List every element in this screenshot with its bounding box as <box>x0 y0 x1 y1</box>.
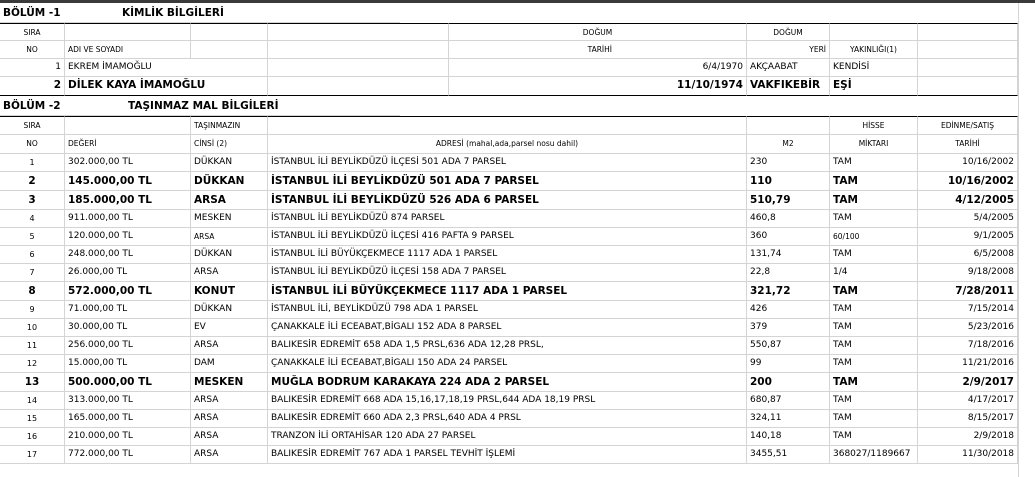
property-address: BALIKESİR EDREMİT 658 ADA 1,5 PRSL,636 ADA 12,28 PRSL, <box>268 337 747 355</box>
person-name: EKREM İMAMOĞLU <box>65 59 268 77</box>
property-type: EV <box>191 319 268 337</box>
property-type: MESKEN <box>191 373 268 392</box>
property-address: İSTANBUL İLİ BÜYÜKÇEKMECE 1117 ADA 1 PARSEL <box>268 282 747 301</box>
property-address: İSTANBUL İLİ BEYLİKDÜZÜ 501 ADA 7 PARSEL <box>268 172 747 191</box>
table-row <box>0 264 1035 282</box>
property-area: 321,72 <box>747 282 830 301</box>
property-type: DÜKKAN <box>191 246 268 264</box>
table-row <box>0 191 1035 210</box>
property-date: 9/18/2008 <box>918 264 1018 282</box>
table-row <box>0 337 1035 355</box>
property-no: 2 <box>0 172 65 191</box>
s2-edinme-top: EDİNME/SATIŞ <box>918 116 1018 135</box>
sheet-edge <box>1018 3 1035 477</box>
property-no: 10 <box>0 319 65 337</box>
property-address: İSTANBUL İLİ BEYLİKDÜZÜ 526 ADA 6 PARSEL <box>268 191 747 210</box>
s1-sira-bottom: NO <box>0 41 65 59</box>
s1-name-blank <box>65 23 191 41</box>
s1-header-row-2 <box>0 41 1035 59</box>
section1-number: BÖLÜM -1 <box>0 3 100 23</box>
property-value: 302.000,00 TL <box>65 154 191 172</box>
property-share: TAM <box>830 319 918 337</box>
person-name: DİLEK KAYA İMAMOĞLU <box>65 77 268 96</box>
s1-yer-bottom: YERİ <box>747 41 830 59</box>
property-share: TAM <box>830 410 918 428</box>
property-address: ÇANAKKALE İLİ ECEABAT,BİGALI 152 ADA 8 PARSEL <box>268 319 747 337</box>
table-row <box>0 282 1035 301</box>
property-no: 15 <box>0 410 65 428</box>
property-no: 12 <box>0 355 65 373</box>
property-share: TAM <box>830 428 918 446</box>
section1-title: KİMLİK BİLGİLERİ <box>100 3 400 23</box>
s2-hisse-top: HİSSE <box>830 116 918 135</box>
s2-header-row-1 <box>0 116 1035 135</box>
section2-title-row <box>0 96 1035 116</box>
property-area: 680,87 <box>747 392 830 410</box>
property-no: 9 <box>0 301 65 319</box>
property-date: 11/30/2018 <box>918 446 1018 464</box>
property-address: ÇANAKKALE İLİ ECEABAT,BİGALI 150 ADA 24 PARSEL <box>268 355 747 373</box>
person-no: 2 <box>0 77 65 96</box>
property-area: 324,11 <box>747 410 830 428</box>
property-address: TRANZON İLİ ORTAHİSAR 120 ADA 27 PARSEL <box>268 428 747 446</box>
property-no: 11 <box>0 337 65 355</box>
s1-yer-top: DOĞUM <box>747 23 830 41</box>
property-address: BALIKESİR EDREMİT 668 ADA 15,16,17,18,19 PRSL,644 ADA 18,19 PRSL <box>268 392 747 410</box>
property-type: ARSA <box>191 264 268 282</box>
property-area: 200 <box>747 373 830 392</box>
property-share: TAM <box>830 373 918 392</box>
section2-title: TAŞINMAZ MAL BİLGİLERİ <box>100 96 400 116</box>
s1-blank-e <box>191 41 268 59</box>
s1-blank-f <box>268 41 449 59</box>
property-type: ARSA <box>191 410 268 428</box>
table-row <box>0 228 1035 246</box>
s1-yakinlik-header: YAKINLIĞI(1) <box>830 41 918 59</box>
property-no: 16 <box>0 428 65 446</box>
property-type: DÜKKAN <box>191 301 268 319</box>
s1-dogum-top: DOĞUM <box>449 23 747 41</box>
property-value: 256.000,00 TL <box>65 337 191 355</box>
property-no: 5 <box>0 228 65 246</box>
property-type: ARSA <box>191 337 268 355</box>
person-birth-date: 11/10/1974 <box>449 77 747 96</box>
property-date: 4/17/2017 <box>918 392 1018 410</box>
property-address: BALIKESİR EDREMİT 767 ADA 1 PARSEL TEVHİT İŞLEMİ <box>268 446 747 464</box>
property-address: MUĞLA BODRUM KARAKAYA 224 ADA 2 PARSEL <box>268 373 747 392</box>
table-row <box>0 246 1035 264</box>
property-date: 10/16/2002 <box>918 154 1018 172</box>
s1-blank-d <box>918 23 1018 41</box>
property-no: 4 <box>0 210 65 228</box>
s1-blank-c <box>830 23 918 41</box>
table-row <box>0 154 1035 172</box>
property-share: TAM <box>830 191 918 210</box>
person-blank-2 <box>918 77 1018 96</box>
property-type: DAM <box>191 355 268 373</box>
property-area: 510,79 <box>747 191 830 210</box>
table-row <box>0 210 1035 228</box>
s2-hisse-bottom: MİKTARI <box>830 135 918 154</box>
property-address: İSTANBUL İLİ BÜYÜKÇEKMECE 1117 ADA 1 PARSEL <box>268 246 747 264</box>
s2-edinme-bottom: TARİHİ <box>918 135 1018 154</box>
property-type: ARSA <box>191 191 268 210</box>
property-address: İSTANBUL İLİ BEYLİKDÜZÜ İLÇESİ 416 PAFTA 9 PARSEL <box>268 228 747 246</box>
property-share: TAM <box>830 282 918 301</box>
person-no: 1 <box>0 59 65 77</box>
property-value: 145.000,00 TL <box>65 172 191 191</box>
property-date: 5/23/2016 <box>918 319 1018 337</box>
property-share: TAM <box>830 172 918 191</box>
property-no: 13 <box>0 373 65 392</box>
table-row <box>0 392 1035 410</box>
person-relation: EŞİ <box>830 77 918 96</box>
property-share: TAM <box>830 301 918 319</box>
property-address: İSTANBUL İLİ BEYLİKDÜZÜ İLÇESİ 158 ADA 7 PARSEL <box>268 264 747 282</box>
property-area: 131,74 <box>747 246 830 264</box>
property-value: 30.000,00 TL <box>65 319 191 337</box>
section1-title-row <box>0 3 1035 23</box>
table-row <box>0 355 1035 373</box>
s1-blank-a <box>191 23 268 41</box>
property-share: 60/100 <box>830 228 918 246</box>
property-area: 230 <box>747 154 830 172</box>
property-area: 22,8 <box>747 264 830 282</box>
property-value: 911.000,00 TL <box>65 210 191 228</box>
s1-sira-top: SIRA <box>0 23 65 41</box>
property-share: TAM <box>830 154 918 172</box>
person-blank-2 <box>918 59 1018 77</box>
property-value: 71.000,00 TL <box>65 301 191 319</box>
property-date: 7/18/2016 <box>918 337 1018 355</box>
person-birth-place: VAKFIKEBİR <box>747 77 830 96</box>
property-value: 165.000,00 TL <box>65 410 191 428</box>
s2-adres-header: ADRESİ (mahal,ada,parsel nosu dahil) <box>268 135 747 154</box>
property-area: 3455,51 <box>747 446 830 464</box>
property-type: ARSA <box>191 428 268 446</box>
property-address: İSTANBUL İLİ BEYLİKDÜZÜ 874 PARSEL <box>268 210 747 228</box>
s1-dogum-bottom: TARİHİ <box>449 41 747 59</box>
property-value: 500.000,00 TL <box>65 373 191 392</box>
property-share: TAM <box>830 355 918 373</box>
table-row <box>0 410 1035 428</box>
property-type: ARSA <box>191 392 268 410</box>
property-no: 7 <box>0 264 65 282</box>
property-no: 1 <box>0 154 65 172</box>
person-birth-place: AKÇAABAT <box>747 59 830 77</box>
person-row <box>0 77 1035 96</box>
table-row <box>0 428 1035 446</box>
property-share: TAM <box>830 246 918 264</box>
property-no: 3 <box>0 191 65 210</box>
s2-blank-a <box>65 116 191 135</box>
property-area: 360 <box>747 228 830 246</box>
property-date: 5/4/2005 <box>918 210 1018 228</box>
property-no: 17 <box>0 446 65 464</box>
property-value: 248.000,00 TL <box>65 246 191 264</box>
s2-sira-top: SIRA <box>0 116 65 135</box>
s2-m2-header: M2 <box>747 135 830 154</box>
person-blank <box>268 77 449 96</box>
property-date: 10/16/2002 <box>918 172 1018 191</box>
property-value: 15.000,00 TL <box>65 355 191 373</box>
property-share: TAM <box>830 337 918 355</box>
property-no: 8 <box>0 282 65 301</box>
property-date: 2/9/2018 <box>918 428 1018 446</box>
person-birth-date: 6/4/1970 <box>449 59 747 77</box>
property-type: MESKEN <box>191 210 268 228</box>
person-relation: KENDİSİ <box>830 59 918 77</box>
s2-header-row-2 <box>0 135 1035 154</box>
property-value: 210.000,00 TL <box>65 428 191 446</box>
property-share: 368027/1189667 <box>830 446 918 464</box>
property-address: İSTANBUL İLİ, BEYLİKDÜZÜ 798 ADA 1 PARSEL <box>268 301 747 319</box>
property-value: 120.000,00 TL <box>65 228 191 246</box>
table-row <box>0 319 1035 337</box>
property-no: 6 <box>0 246 65 264</box>
property-date: 6/5/2008 <box>918 246 1018 264</box>
property-share: TAM <box>830 210 918 228</box>
property-share: 1/4 <box>830 264 918 282</box>
s2-cins-bottom: CİNSİ (2) <box>191 135 268 154</box>
property-value: 26.000,00 TL <box>65 264 191 282</box>
s1-header-row-1 <box>0 23 1035 41</box>
property-share: TAM <box>830 392 918 410</box>
property-type: DÜKKAN <box>191 172 268 191</box>
property-no: 14 <box>0 392 65 410</box>
property-date: 8/15/2017 <box>918 410 1018 428</box>
table-row <box>0 373 1035 392</box>
s2-blank-b <box>268 116 747 135</box>
s2-cins-top: TAŞINMAZIN <box>191 116 268 135</box>
property-value: 772.000,00 TL <box>65 446 191 464</box>
property-date: 2/9/2017 <box>918 373 1018 392</box>
property-date: 7/28/2011 <box>918 282 1018 301</box>
property-area: 460,8 <box>747 210 830 228</box>
property-type: KONUT <box>191 282 268 301</box>
property-date: 4/12/2005 <box>918 191 1018 210</box>
person-row <box>0 59 1035 77</box>
property-date: 9/1/2005 <box>918 228 1018 246</box>
section2-number: BÖLÜM -2 <box>0 96 100 116</box>
property-type: ARSA <box>191 228 268 246</box>
property-address: İSTANBUL İLİ BEYLİKDÜZÜ İLÇESİ 501 ADA 7 PARSEL <box>268 154 747 172</box>
property-area: 110 <box>747 172 830 191</box>
s1-name-header: ADI VE SOYADI <box>65 41 191 59</box>
person-blank <box>268 59 449 77</box>
property-value: 313.000,00 TL <box>65 392 191 410</box>
property-area: 140,18 <box>747 428 830 446</box>
property-type: DÜKKAN <box>191 154 268 172</box>
s2-blank-c <box>747 116 830 135</box>
property-address: BALIKESİR EDREMİT 660 ADA 2,3 PRSL,640 ADA 4 PRSL <box>268 410 747 428</box>
table-row <box>0 172 1035 191</box>
property-area: 99 <box>747 355 830 373</box>
s1-blank-b <box>268 23 449 41</box>
table-row <box>0 446 1035 464</box>
table-row <box>0 301 1035 319</box>
property-area: 550,87 <box>747 337 830 355</box>
s2-sira-bottom: NO <box>0 135 65 154</box>
property-area: 379 <box>747 319 830 337</box>
s1-blank-g <box>918 41 1018 59</box>
property-date: 7/15/2014 <box>918 301 1018 319</box>
property-value: 572.000,00 TL <box>65 282 191 301</box>
property-area: 426 <box>747 301 830 319</box>
property-date: 11/21/2016 <box>918 355 1018 373</box>
property-type: ARSA <box>191 446 268 464</box>
property-value: 185.000,00 TL <box>65 191 191 210</box>
s2-deger-header: DEĞERİ <box>65 135 191 154</box>
